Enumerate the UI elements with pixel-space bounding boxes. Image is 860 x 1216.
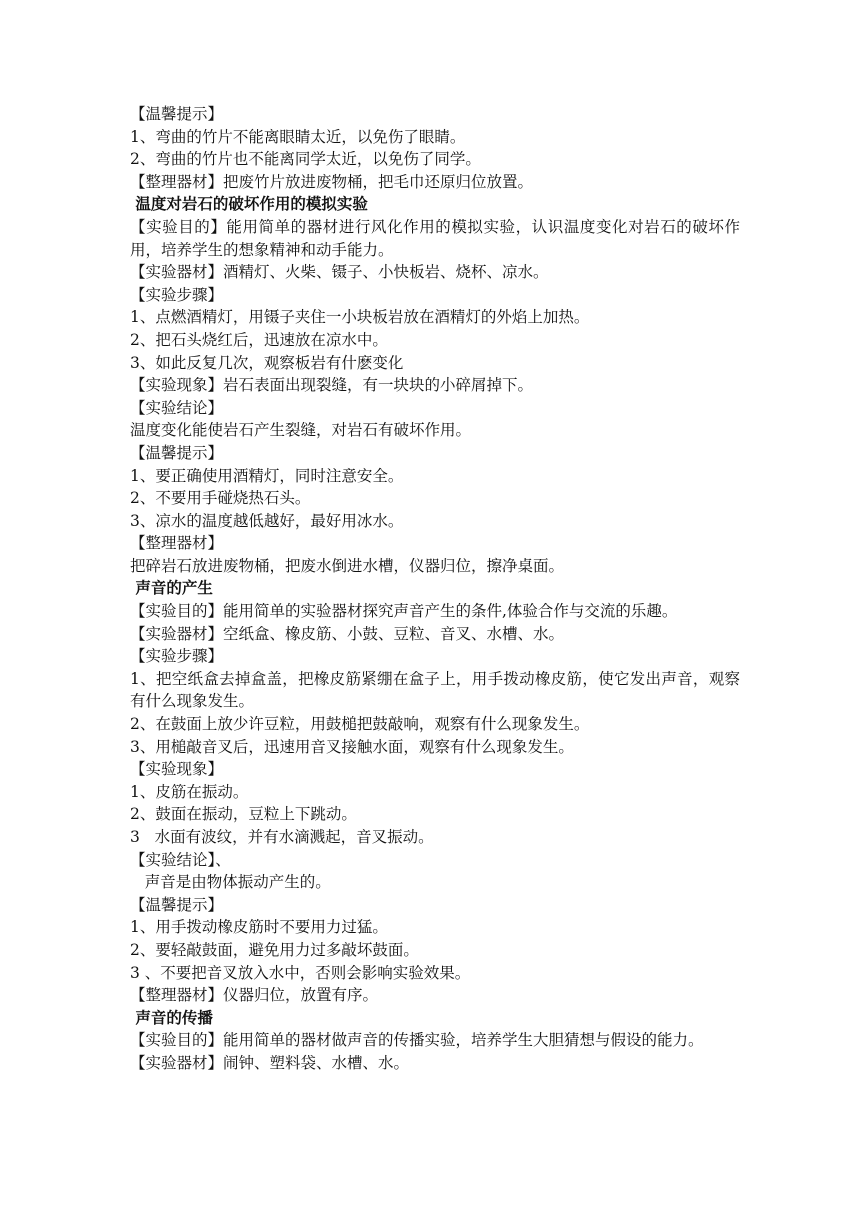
text-line: 1、弯曲的竹片不能离眼睛太近，以免伤了眼睛。 — [130, 127, 466, 146]
text-line: 【整理器材】把废竹片放进废物桶，把毛巾还原归位放置。 — [130, 172, 534, 191]
text-line: 【温馨提示】 — [130, 443, 224, 462]
text-line: 【实验现象】 — [130, 760, 224, 779]
text-line: 【实验结论】 — [130, 398, 224, 417]
text-line: 【实验器材】酒精灯、火柴、镊子、小快板岩、烧杯、凉水。 — [130, 263, 549, 282]
text-line: 【实验器材】空纸盒、橡皮筋、小鼓、豆粒、音叉、水槽、水。 — [130, 624, 565, 643]
text-line: 【温馨提示】 — [130, 895, 224, 914]
text-line: 温度变化能使岩石产生裂缝，对岩石有破坏作用。 — [130, 421, 472, 440]
text-line: 2、要轻敲鼓面，避免用力过多敲坏鼓面。 — [130, 940, 419, 959]
text-line: 3 、不要把音叉放入水中，否则会影响实验效果。 — [130, 963, 471, 982]
text-line: 2、在鼓面上放少许豆粒，用鼓槌把鼓敲响，观察有什么现象发生。 — [130, 715, 590, 734]
text-line: 【实验目的】能用简单的器材进行风化作用的模拟实验，认识温度变化对岩石的破坏作用，培养学生的想象精神和动手能力。 — [130, 217, 740, 259]
text-line: 1、把空纸盒去掉盒盖，把橡皮筋紧绷在盒子上，用手拨动橡皮筋，使它发出声音，观察有什么现象发生。 — [130, 669, 740, 711]
text-line: 【实验目的】能用简单的器材做声音的传播实验，培养学生大胆猜想与假设的能力。 — [130, 1031, 704, 1050]
text-line: 【实验目的】能用简单的实验器材探究声音产生的条件,体验合作与交流的乐趣。 — [130, 602, 678, 621]
text-line: 2、不要用手碰烧热石头。 — [130, 489, 311, 508]
text-line: 【实验现象】岩石表面出现裂缝，有一块块的小碎屑掉下。 — [130, 376, 534, 395]
text-line: 【整理器材】 — [130, 534, 224, 553]
text-line: 3、如此反复几次，观察板岩有什麽变化 — [130, 353, 404, 372]
text-line: 【温馨提示】 — [130, 105, 224, 123]
text-line: 【整理器材】仪器归位，放置有序。 — [130, 986, 379, 1005]
section-heading: 声音的传播 — [130, 1007, 213, 1027]
text-line: 【实验步骤】 — [130, 647, 224, 666]
text-line: 1、要正确使用酒精灯，同时注意安全。 — [130, 466, 404, 485]
section-heading: 温度对岩石的破坏作用的模拟实验 — [130, 194, 368, 214]
text-line: 2、把石头烧红后，迅速放在凉水中。 — [130, 330, 388, 349]
text-line: 【实验步骤】 — [130, 285, 224, 304]
text-line: 1、用手拨动橡皮筋时不要用力过猛。 — [130, 918, 388, 937]
text-line: 2、弯曲的竹片也不能离同学太近，以免伤了同学。 — [130, 150, 481, 169]
text-line: 把碎岩石放进废物桶，把废水倒进水槽，仪器归位，擦净桌面。 — [130, 556, 565, 575]
text-line: 3 水面有波纹，并有水滴溅起，音叉振动。 — [130, 828, 434, 846]
document-body — [130, 103, 740, 1075]
text-line: 3、凉水的温度越低越好，最好用冰水。 — [130, 511, 404, 530]
text-line: 3、用槌敲音叉后，迅速用音叉接触水面，观察有什么现象发生。 — [130, 737, 574, 756]
text-line: 【实验器材】闹钟、塑料袋、水槽、水。 — [130, 1053, 410, 1072]
section-heading: 声音的产生 — [130, 578, 213, 598]
text-line: 1、点燃酒精灯，用镊子夹住一小块板岩放在酒精灯的外焰上加热。 — [130, 308, 590, 327]
text-line: 2、鼓面在振动，豆粒上下跳动。 — [130, 805, 357, 824]
text-line: 1、皮筋在振动。 — [130, 782, 249, 801]
text-line: 【实验结论】、 — [130, 850, 231, 869]
text-line: 声音是由物体振动产生的。 — [130, 873, 331, 892]
